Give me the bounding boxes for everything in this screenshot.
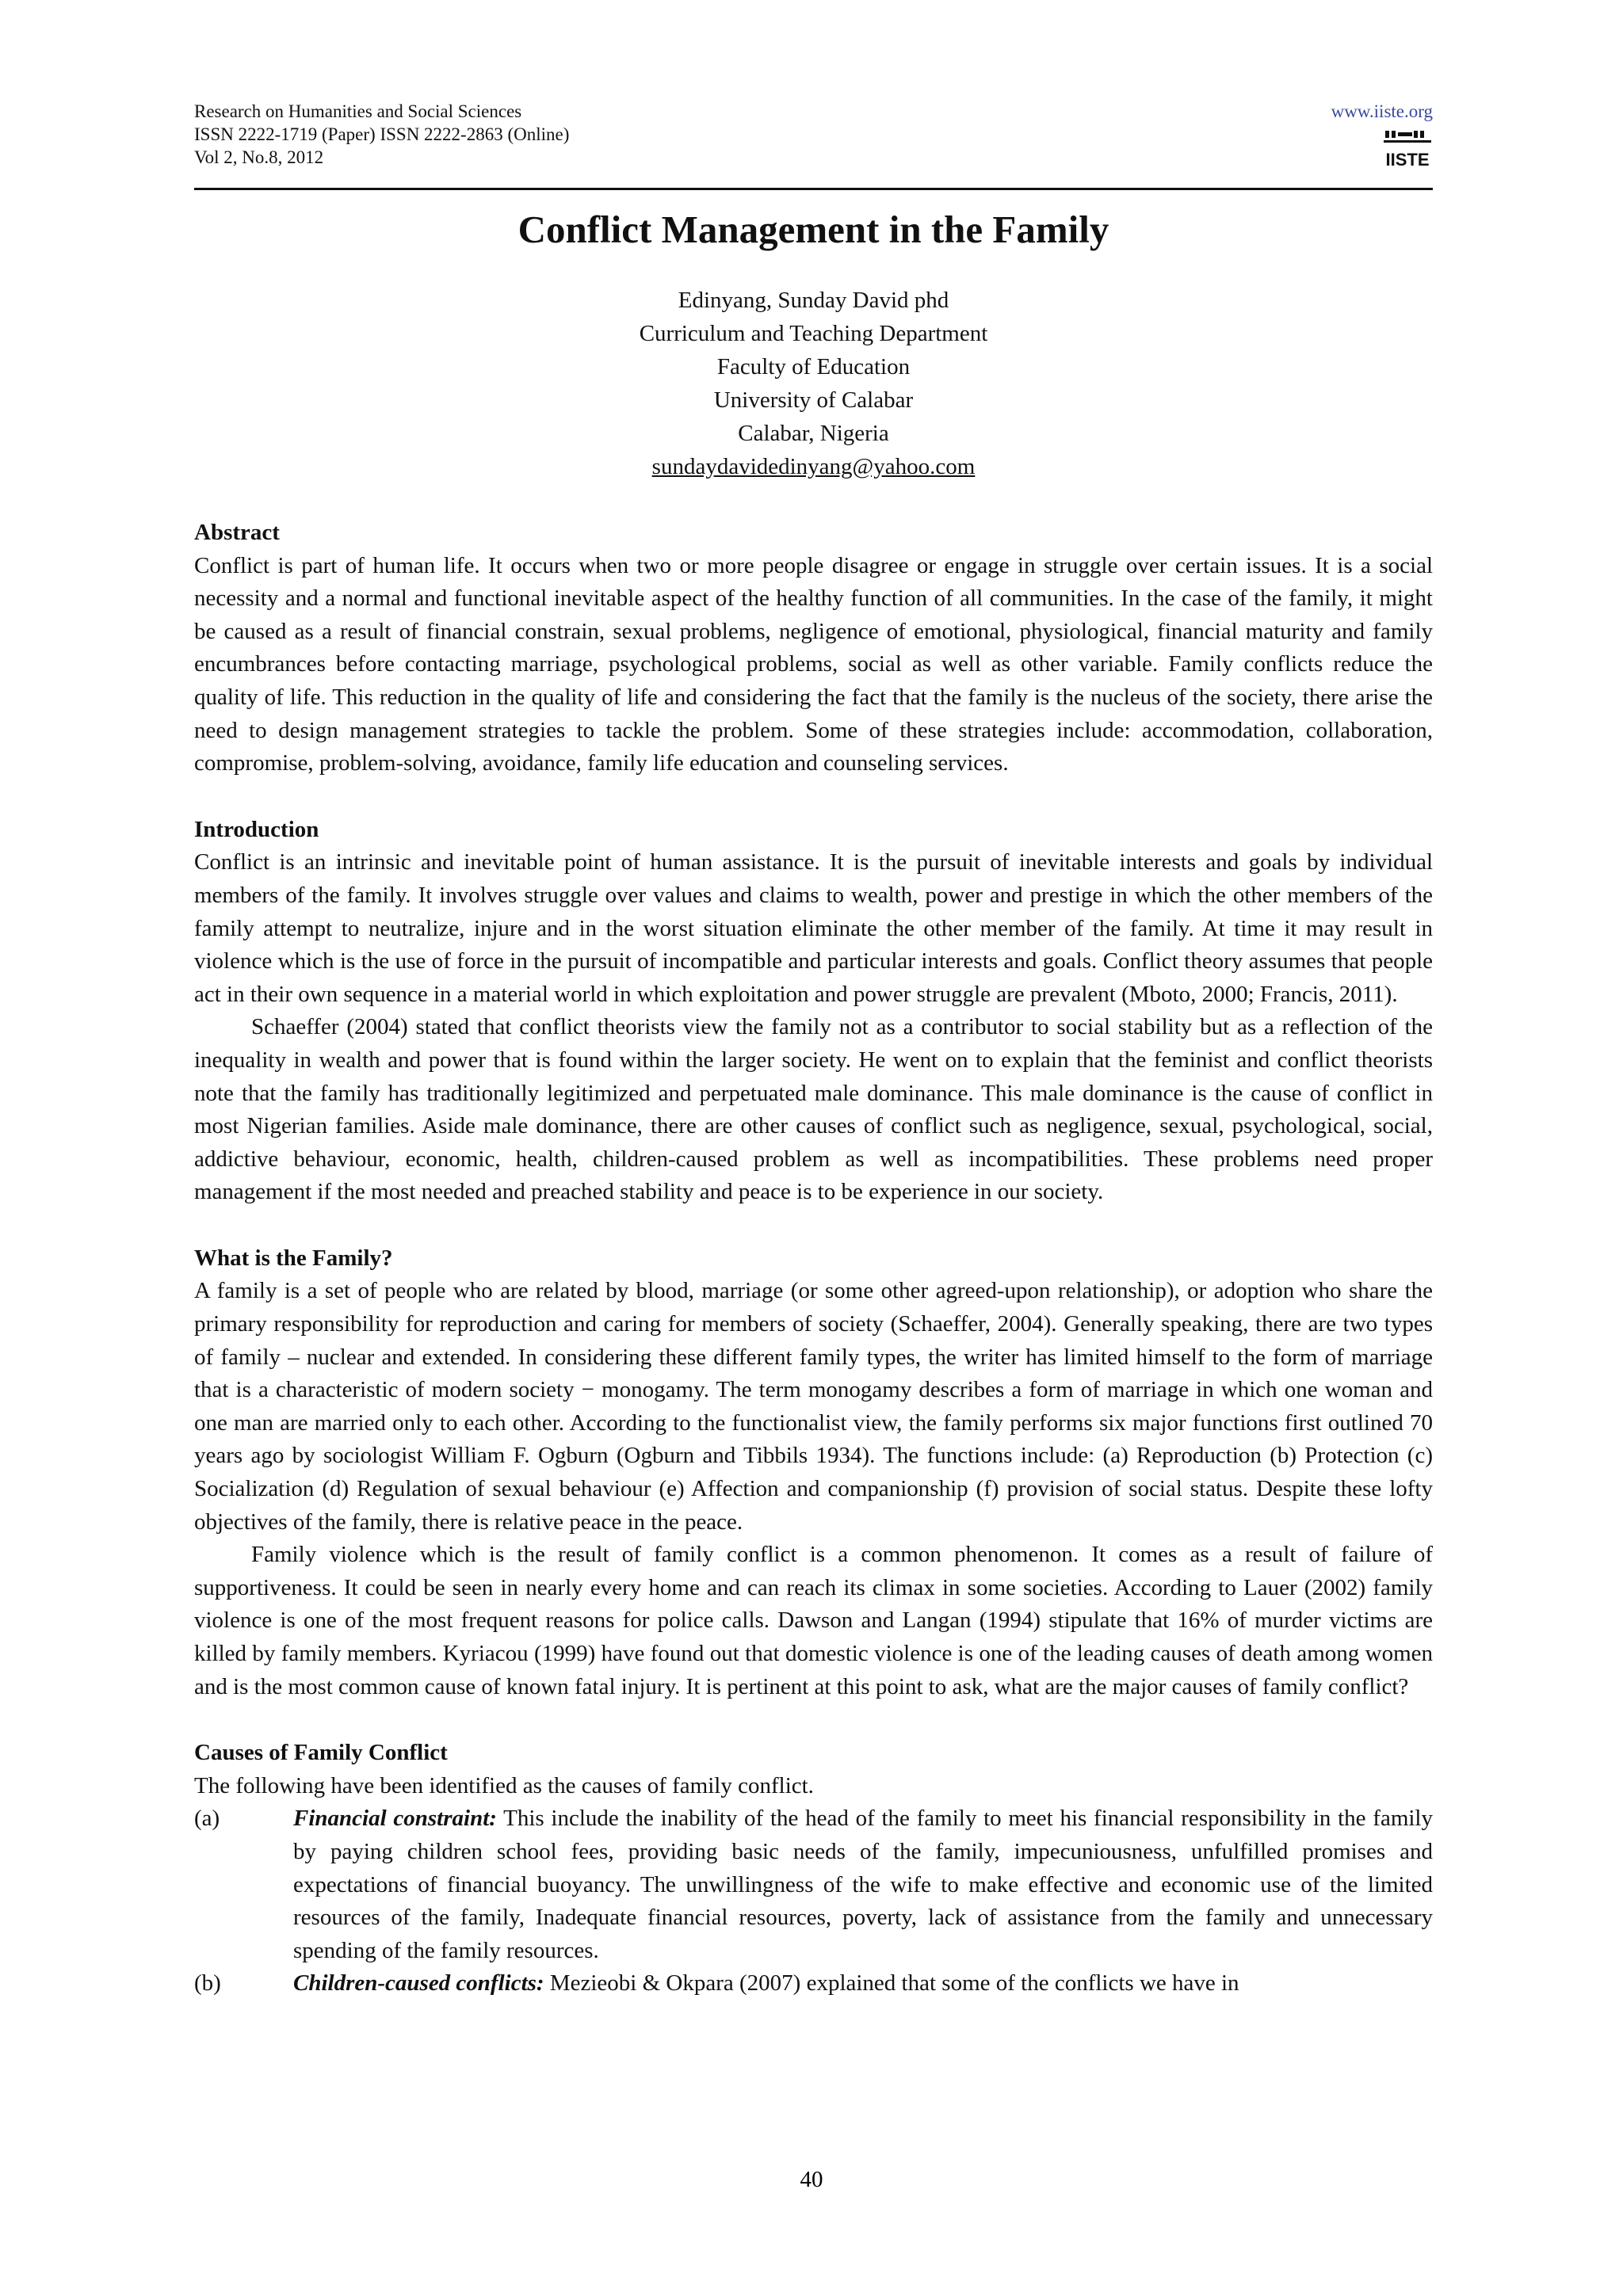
author-block [194,284,1433,483]
author-name: Edinyang, Sunday David phd [678,288,949,313]
author-email-link[interactable]: sundaydavidedinyang@yahoo.com [651,454,976,479]
introduction-heading: Introduction [194,816,319,842]
list-item-body [293,1802,1433,1967]
journal-info [194,100,1433,169]
abstract-section [194,517,1433,780]
causes-section [194,1737,1433,2000]
introduction-paragraph-2: Schaeffer (2004) stated that conflict theorists view the family not as a contributor to social stability but as a reflection of the inequality in wealth and power that is found within the larger society. He went on to explain that the feminist and conflict theorists note that the family has traditionally legitimized and perpetuated male dominance. This male dominance is the cause of conflict in most Nigerian families. Aside male dominance, there are other causes of conflict such as negligence, sexual, psychological, social, addictive behaviour, economic, health, children-caused problem as well as incompatibilities. These problems need proper management if the most needed and preached stability and peace is to be experience in our society. [194,1014,1433,1205]
list-item-term: Financial constraint: [293,1806,497,1832]
list-item-text: This include the inability of the head of the family to meet his financial responsibility in the family by paying children school fees, providing basic needs of the family, impecuniousness, unfulfilled promises and expectations of financial buoyancy. The unwillingness of the wife to make effective and economic use of the limited resources of the family, Inadequate financial resources, poverty, lack of assistance from the family and unnecessary spending of the family resources. [293,1806,1433,1963]
family-section [194,1242,1433,1703]
author-location: Calabar, Nigeria [738,421,889,446]
paper-title: Conflict Management in the Family [517,208,1109,251]
list-item-label: (a) [194,1806,220,1832]
journal-issn: ISSN 2222-1719 (Paper) ISSN 2222-2863 (Online) [194,124,570,144]
introduction-paragraph-1: Conflict is an intrinsic and inevitable point of human assistance. It is the pursuit of inevitable interests and goals by individual members of the family. It involves struggle over values and claims to wealth, power and prestige in which the other members of the family attempt to neutralize, injure and in the worst situation eliminate the other member of the family. At time it may result in violence which is the use of force in the pursuit of incompatible and particular interests and goals. Conflict theory assumes that people act in their own sequence in a material world in which exploitation and power struggle are prevalent (Mboto, 2000; Francis, 2011). [194,849,1433,1007]
journal-header [194,100,1433,179]
list-item-term: Children-caused conflicts: [293,1970,544,1997]
paper-page [194,100,1433,2000]
list-item-text: Mezieobi & Okpara (2007) explained that some of the conflicts we have in [544,1970,1239,1997]
list-item-label: (b) [194,1970,221,1997]
header-divider [194,188,1433,190]
family-heading: What is the Family? [194,1245,393,1271]
page-number: 40 [800,2167,823,2192]
iiste-logo [1382,129,1433,170]
list-item [194,1967,1433,2000]
author-department: Curriculum and Teaching Department [639,321,988,346]
journal-header-right [1331,100,1433,176]
author-university: University of Calabar [713,387,914,413]
journal-url-link[interactable]: www.iiste.org [1331,101,1433,121]
list-item-body [293,1967,1433,2000]
abstract-text: Conflict is part of human life. It occurs when two or more people disagree or engage in struggle over certain issues. It is a social necessity and a normal and functional inevitable aspect of the healthy function of all communities. In the case of the family, it might be caused as a result of financial constrain, sexual problems, negligence of emotional, physiological, financial maturity and family encumbrances before contacting marriage, psychological problems, social as well as other variable. Family conflicts reduce the quality of life. This reduction in the quality of life and considering the fact that the family is the nucleus of the society, there arise the need to design management strategies to tackle the problem. Some of these strategies include: accommodation, collaboration, compromise, problem-solving, avoidance, family life education and counseling services. [194,552,1433,776]
introduction-section [194,814,1433,1209]
journal-volume: Vol 2, No.8, 2012 [194,147,324,167]
causes-intro: The following have been identified as the causes of family conflict. [194,1772,814,1798]
abstract-heading: Abstract [194,520,280,545]
family-paragraph-2: Family violence which is the result of family conflict is a common phenomenon. It comes as a result of failure of supportiveness. It could be seen in nearly every home and can reach its climax in some societies. According to Lauer (2002) family violence is one of the most frequent reasons for police calls. Dawson and Langan (1994) stipulate that 16% of murder victims are killed by family members. Kyriacou (1999) have found out that domestic violence is one of the leading causes of death among women and is the most common cause of known fatal injury. It is pertinent at this point to ask, what are the major causes of family conflict? [194,1542,1433,1699]
family-paragraph-1: A family is a set of people who are related by blood, marriage (or some other agreed-upon relationship), or adoption who share the primary responsibility for reproduction and caring for members of society (Schaeffer, 2004). Generally speaking, there are two types of family – nuclear and extended. In considering these different family types, the writer has limited himself to the form of marriage that is a characteristic of modern society − monogamy. The term monogamy describes a form of marriage in which one woman and one man are married only to each other. According to the functionalist view, the family performs six major functions first outlined 70 years ago by sociologist William F. Ogburn (Ogburn and Tibbils 1934). The functions include: (a) Reproduction (b) Protection (c) Socialization (d) Regulation of sexual behaviour (e) Affection and companionship (f) provision of social status. Despite these lofty objectives of the family, there is relative peace in the peace. [194,1278,1433,1535]
list-item [194,1802,1433,1967]
journal-name: Research on Humanities and Social Sciences [194,101,522,121]
logo-text: IISTE [1385,150,1430,170]
author-faculty: Faculty of Education [716,354,911,379]
causes-heading: Causes of Family Conflict [194,1740,448,1766]
